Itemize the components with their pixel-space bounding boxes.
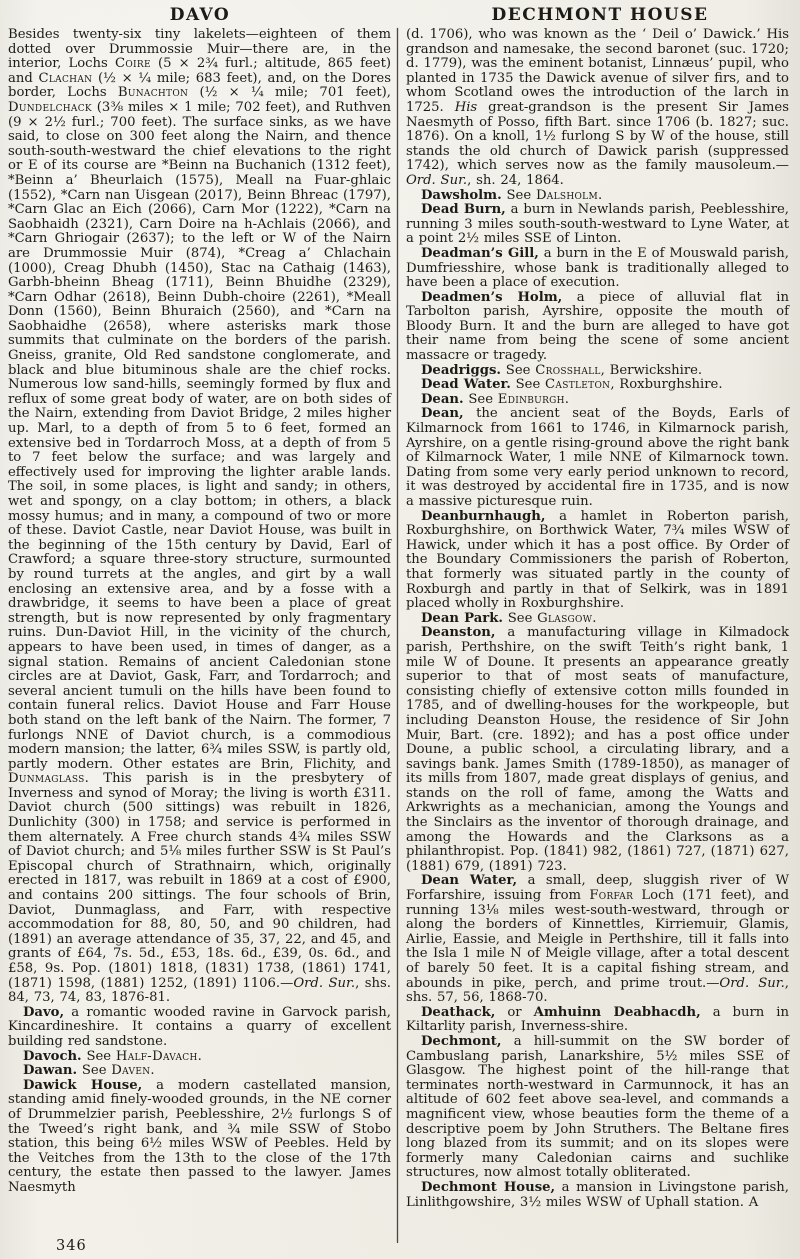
entry-headword: Deadmen’s Holm, bbox=[421, 289, 563, 305]
body-text: . bbox=[592, 610, 597, 626]
cross-reference-name: Forfar bbox=[589, 888, 634, 904]
body-text: See bbox=[510, 377, 546, 393]
body-text: the ancient seat of the Boyds, Earls of Kilmarnock from 1661 to 1746, in Kilmarnock parish, Ayrshire, on a gentle rising-ground above the right bank of Kilmarnock Water, 1 mile NNE of Kilmarnock town. Dating from some very early period unknown to record, it was destroyed by accidental fire in 1735, and is now a massive picturesque ruin. bbox=[406, 406, 789, 509]
cross-reference-name: Clachan bbox=[38, 70, 93, 86]
body-text: . bbox=[150, 1063, 155, 1079]
italic-citation: Ord. Sur. bbox=[719, 975, 785, 991]
body-text: a burn in the E of Mouswald parish, Dumfriesshire, whose bank is traditionally alleged to have been a place of execution. bbox=[406, 245, 789, 291]
running-head-right: DECHMONT HOUSE bbox=[491, 5, 709, 25]
entry-paragraph bbox=[406, 510, 789, 612]
body-text: a burn in Kiltarlity parish, Inverness-shire. bbox=[406, 1004, 789, 1035]
cross-reference-name: Bunachton bbox=[117, 85, 189, 101]
body-text: See bbox=[463, 391, 498, 407]
cross-reference-name: Crosshall bbox=[535, 362, 601, 378]
body-text: a burn in Newlands parish, Peeblesshire, running 3 miles south-south-westward to Lyne Water, at a point 2½ miles SSE of Linton. bbox=[406, 202, 789, 247]
entry-headword: Dechmont, bbox=[421, 1033, 502, 1049]
cross-reference-name: Dunmaglass bbox=[8, 771, 85, 787]
body-text: a hamlet in Roberton parish, Roxburghshire, on Borthwick Water, 7¾ miles WSW of Hawick, under which it has a post office. By Order of the Boundary Commissioners the parish of Roberton, that formerly was situated partly in the county of Roxburgh and partly in that of Selkirk, was in 1891 placed wholly in Roxburghshire. bbox=[406, 508, 789, 612]
body-text: a hill-summit on the SW border of Cambuslang parish, Lanarkshire, 5½ miles SSE of Glasgow. The highest point of the hill-range that terminates north-westward in Carmunnock, it has an altitude of 602 feet above sea-level, and commands a magnificent view, whose beauties form the theme of a descriptive poem by John Struthers. The Beltane fires long blazed from its summit; and on its slopes were formerly many Caledonian cairns and suchlike structures, now almost totally obliterated. bbox=[406, 1033, 789, 1181]
cross-reference-name: Half-Davach bbox=[115, 1048, 198, 1064]
entry-paragraph bbox=[406, 1006, 789, 1035]
running-head-left: DAVO bbox=[169, 5, 231, 25]
body-text: . bbox=[597, 187, 603, 203]
entry-headword: Dean Water, bbox=[421, 873, 518, 889]
entry-headword: Dead Burn, bbox=[421, 202, 506, 218]
cross-reference-name: Glasgow bbox=[537, 610, 593, 626]
entry-paragraph bbox=[406, 189, 789, 204]
entry-paragraph bbox=[406, 364, 789, 379]
entry-headword: Dawsholm. bbox=[421, 187, 502, 203]
entry-paragraph bbox=[8, 1006, 391, 1050]
cross-reference-name: Edinburgh bbox=[497, 391, 565, 407]
entry-headword: Deanston, bbox=[421, 625, 496, 641]
entry-paragraph bbox=[8, 28, 391, 1006]
entry-headword: Dean, bbox=[421, 406, 464, 422]
entry-paragraph bbox=[406, 28, 789, 189]
entry-headword: Amhuinn Deabhacdh, bbox=[533, 1004, 701, 1020]
entry-headword: Deadriggs. bbox=[421, 362, 502, 378]
body-text: , shs. 84, 73, 74, 83, 1876-81. bbox=[8, 975, 391, 1006]
entry-paragraph bbox=[406, 407, 789, 509]
body-text: Besides twenty-six tiny lakelets—eighteen of them dotted over Drummossie Muir—there are, in the interior, Lochs bbox=[8, 27, 391, 72]
body-text: See bbox=[502, 610, 538, 626]
entry-headword: Dawick House, bbox=[23, 1077, 143, 1093]
left-column bbox=[8, 28, 397, 1243]
body-text: See bbox=[501, 362, 536, 378]
body-text: (5 × 2¾ furl.; altitude, 865 feet) and bbox=[8, 56, 392, 86]
body-text: great-grandson is the present Sir James Naesmyth of Posso, fifth Bart. since 1706 (b. 1827; suc. 1876). On a knoll, 1½ furlong S by W of the house, still stands the old church of Dawick parish (suppressed 1742), which serves now as the family mausoleum.— bbox=[406, 99, 790, 174]
cross-reference-name: Dundelchack bbox=[8, 99, 92, 115]
entry-headword: Dead Water. bbox=[421, 377, 511, 393]
entry-headword: Dechmont House, bbox=[421, 1179, 556, 1195]
cross-reference-name: Daven bbox=[111, 1063, 151, 1079]
entry-headword: Davoch. bbox=[23, 1048, 82, 1064]
entry-headword: Deanburnhaugh, bbox=[421, 508, 546, 524]
entry-paragraph bbox=[406, 874, 789, 1005]
body-text: a mansion in Livingstone parish, Linlithgowshire, 3½ miles WSW of Uphall station. A bbox=[406, 1179, 789, 1210]
entry-paragraph bbox=[8, 1079, 391, 1196]
body-text: a piece of alluvial flat in Tarbolton parish, Ayrshire, opposite the mouth of Bloody Burn. It and the burn are alleged to have got their name from being the scene of some ancient massacre or tragedy. bbox=[406, 289, 789, 364]
body-text: See bbox=[77, 1063, 112, 1079]
entry-paragraph bbox=[406, 291, 789, 364]
entry-headword: Dean. bbox=[421, 391, 464, 407]
body-text: a modern castellated mansion, standing amid finely-wooded grounds, in the NE corner of Drummelzier parish, Peeblesshire, 2½ furlongs S of the Tweed’s right bank, and ¾ mile SSW of Stobo station, this being 6½ miles WSW of Peebles. Held by the Veitches from the 13th to the close of the 17th century, the estate then passed to the lawyer. James Naesmyth bbox=[8, 1077, 391, 1195]
body-text: , Berwickshire. bbox=[600, 362, 703, 378]
body-text: See bbox=[81, 1048, 116, 1064]
entry-paragraph bbox=[406, 393, 789, 408]
entry-paragraph bbox=[406, 1181, 789, 1210]
body-text: or bbox=[495, 1004, 534, 1020]
body-text: (½ × ¼ mile; 701 feet), bbox=[188, 85, 391, 101]
body-text: . bbox=[564, 391, 569, 407]
body-text: , Roxburghshire. bbox=[610, 377, 723, 393]
body-text: (½ × ¼ mile; 683 feet), and, on the Dores border, Lochs bbox=[8, 70, 392, 101]
entry-paragraph bbox=[406, 378, 789, 393]
page-number: 346 bbox=[56, 1238, 87, 1254]
cross-reference-name: Castleton bbox=[545, 377, 611, 393]
right-column bbox=[398, 28, 789, 1243]
cross-reference-name: Dalsholm bbox=[535, 187, 598, 203]
body-text: , sh. 24, 1864. bbox=[467, 172, 564, 188]
entry-headword: Dawan. bbox=[23, 1063, 78, 1079]
italic-citation: Ord. Sur. bbox=[293, 975, 356, 991]
entry-paragraph bbox=[406, 247, 789, 291]
entry-paragraph bbox=[406, 203, 789, 247]
entry-headword: Deathack, bbox=[421, 1004, 496, 1020]
text-columns bbox=[0, 25, 800, 1243]
body-text: . bbox=[197, 1048, 202, 1064]
body-text: See bbox=[501, 187, 536, 203]
body-text: a manufacturing village in Kilmadock parish, Perthshire, on the swift Teith’s right bank, 1 mile W of Doune. It presents an appearance greatly superior to that of most seats of manufacture, consisting chiefly of extensive cotton mills founded in 1785, and of dwelling-houses for the workpeople, but including Deanston House, the residence of Sir John Muir, Bart. (cre. 1892); and has a post office under Doune, a public school, a circulating library, and a savings bank. James Smith (1789-1850), as manager of its mills from 1807, made great displays of genius, and stands on the roll of fame, among the Watts and Arkwrights as a mechanician, among the Youngs and the Sinclairs as the inventor of thorough drainage, and among the Howards and the Clarksons as a philanthropist. Pop. (1841) 982, (1861) 727, (1871) 627, (1881) 679, (1891) 723. bbox=[406, 625, 789, 874]
entry-paragraph bbox=[8, 1064, 391, 1079]
entry-paragraph bbox=[406, 1035, 789, 1181]
cross-reference-name: Coire bbox=[114, 56, 151, 72]
body-text: (d. 1706), who was known as the ‘ Deil o’ Dawick.’ His grandson and namesake, the second baronet (suc. 1720; d. 1779), was the eminent botanist, Linnæus’ pupil, who planted in 1735 the Dawick avenue of silver firs, and to whom Scotland owes the introduction of the larch in 1725. bbox=[406, 27, 789, 115]
entry-paragraph bbox=[406, 626, 789, 874]
entry-headword: Davo, bbox=[23, 1004, 65, 1020]
entry-headword: Dean Park. bbox=[421, 610, 503, 626]
entry-paragraph bbox=[8, 1050, 391, 1065]
italic-citation: Ord. Sur. bbox=[406, 172, 468, 188]
body-text: Loch (171 feet), and running 13⅛ miles west-south-westward, through or along the borders of Kinnettles, Kirriemuir, Glamis, Airlie, Eassie, and Meigle in Perthshire, till it falls into the Isla 1 mile N of Meigle village, after a total descent of barely 50 feet. It is a capital fishing stream, and abounds in pike, perch, and prime trout.— bbox=[406, 888, 790, 991]
body-text: a romantic wooded ravine in Garvock parish, Kincardineshire. It contains a quarry of excellent building red sandstone. bbox=[8, 1004, 391, 1049]
body-text: , shs. 57, 56, 1868-70. bbox=[406, 975, 789, 1006]
entry-paragraph bbox=[406, 612, 789, 627]
running-heads bbox=[0, 0, 800, 25]
body-text: . This parish is in the presbytery of Inverness and synod of Moray; the living is worth £311. Daviot church (500 sittings) was rebuilt in 1826, Dunlichity (300) in 1758; and service is performed in them alternately. A Free church stands 4¾ miles SSW of Daviot church; and 5⅛ miles further SSW is St Paul’s Episcopal church of Strathnairn, which, originally erected in 1817, was rebuilt in 1869 at a cost of £900, and contains 200 sittings. The four schools of Brin, Daviot, Dunmaglass, and Farr, with respective accommodation for 88, 80, 50, and 90 children, had (1891) an average attendance of 35, 37, 22, and 45, and grants of £64, 7s. 5d., £53, 18s. 6d., £39, 0s. 6d., and £58, 9s. Pop. (1801) 1818, (1831) 1738, (1861) 1741, (1871) 1598, (1881) 1252, (1891) 1106.— bbox=[8, 771, 391, 991]
italic-citation: His bbox=[454, 99, 478, 115]
entry-headword: Deadman’s Gill, bbox=[421, 245, 539, 261]
body-text: (3⅜ miles × 1 mile; 702 feet), and Ruthven (9 × 2½ furl.; 700 feet). The surface sinks, as we have said, to close on 300 feet along the Nairn, and thence south-south-westward the chief elevations to the right or E of its course are *Beinn na Buchanich (1312 feet), *Beinn a’ Bheurlaich (1575), Meall na Fuar-ghlaic (1552), *Carn nan Uisgean (2017), Beinn Bhreac (1797), *Carn Glac an Eich (2066), Carn Mor (1222), *Carn na Saobhaidh (2321), Carn Doire na h-Achlais (2066), and *Carn Ghriogair (2637); to the left or W of the Nairn are Drummossie Muir (874), *Creag a’ Chlachain (1000), Creag Dhubh (1450), Stac na Cathaig (1463), Garbh-bheinn Bheag (1711), Beinn Bhuidhe (2329), *Carn Odhar (2618), Beinn Dubh-choire (2261), *Meall Donn (1560), Beinn Bhuraich (2560), and *Carn na Saobhaidhe (2658), where asterisks mark those summits that culminate on the borders of the parish. Gneiss, granite, Old Red sandstone conglomerate, and black and blue bituminous shale are the chief rocks. Numerous low sand-hills, seemingly formed by flux and reflux of some great body of water, are on both sides of the Nairn, extending from Daviot Bridge, 2 miles higher up. Marl, to a depth of from 5 to 6 feet, formed an extensive bed in Tordarroch Moss, at a depth of from 5 to 7 feet below the surface; and was largely and effectively used for improving the lighter arable lands. The soil, in some places, is light and sandy; in others, wet and spongy, on a clay bottom; in others, a black mossy humus; and in many, a compound of two or more of these. Daviot Castle, near Daviot House, was built in the beginning of the 15th century by David, Earl of Crawford; a square three-story structure, surmounted by round turrets at the angles, and girt by a wall enclosing an extensive area, and by a fosse with a drawbridge, it seems to have been a place of great strength, but is now represented by only fragmentary ruins. Dun-Daviot Hill, in the vicinity of the church, appears to have been used, in times of danger, as a signal station. Remains of ancient Caledonian stone circles are at Daviot, Gask, Farr, and Tordarroch; and several ancient tumuli on the hills have been found to contain funeral relics. Daviot House and Farr House both stand on the left bank of the Nairn. The former, 7 furlongs NNE of Daviot church, is a commodious modern mansion; the latter, 6¾ miles SSW, is partly old, partly modern. Other estates are Brin, Flichity, and bbox=[8, 99, 391, 772]
body-text: a small, deep, sluggish river of W Forfarshire, issuing from bbox=[406, 873, 790, 904]
